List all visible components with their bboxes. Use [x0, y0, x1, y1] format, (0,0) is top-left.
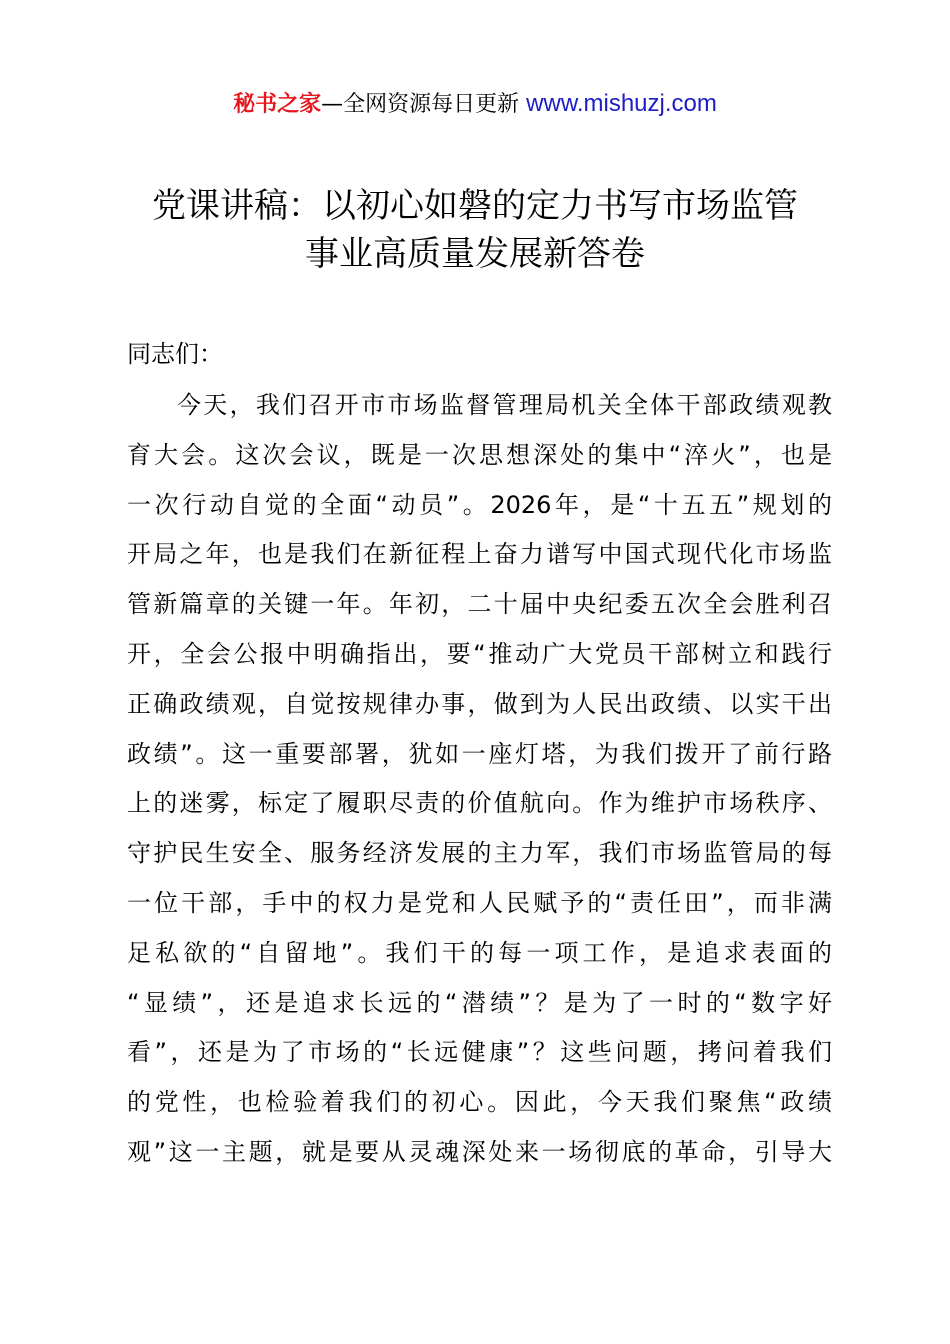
body-line: 一次行动自觉的全面“动员”。2026年，是“十五五”规划的 [127, 490, 832, 519]
body-line: 开，全会公报中明确指出，要“推动广大党员干部树立和践行 [127, 639, 832, 668]
title-line-1: 党课讲稿：以初心如磐的定力书写市场监管 [152, 186, 798, 226]
document-title [0, 182, 950, 278]
body-line: 上的迷雾，标定了履职尽责的价值航向。作为维护市场秩序、 [127, 789, 832, 818]
body-line: 足私欲的“自留地”。我们干的每一项工作，是追求表面的 [127, 938, 832, 967]
body-line: 开局之年，也是我们在新征程上奋力谱写中国式现代化市场监 [127, 540, 832, 569]
body-line: 守护民生安全、服务经济发展的主力军，我们市场监管局的每 [127, 839, 832, 868]
title-line-2: 事业高质量发展新答卷 [305, 234, 645, 274]
site-header [0, 88, 950, 121]
body-line: 育大会。这次会议，既是一次思想深处的集中“淬火”，也是 [127, 440, 832, 469]
body-line: 观”这一主题，就是要从灵魂深处来一场彻底的革命，引导大 [127, 1137, 832, 1166]
brand-name: 秘书之家 [233, 92, 322, 117]
body-line: 正确政绩观，自觉按规律办事，做到为人民出政绩、以实干出 [127, 689, 832, 718]
body-paragraph [127, 389, 832, 1186]
header-tagline: —全网资源每日更新 [321, 92, 527, 117]
body-line: 一位干部，手中的权力是党和人民赋予的“责任田”，而非满 [127, 888, 832, 917]
body-line: 管新篇章的关键一年。年初，二十届中央纪委五次全会胜利召 [127, 590, 832, 619]
body-line: 今天，我们召开市市场监督管理局机关全体干部政绩观教 [177, 391, 832, 419]
body-line: 的党性，也检验着我们的初心。因此，今天我们聚焦“政绩 [127, 1088, 832, 1117]
site-url-link[interactable]: www.mishuzj.com [526, 90, 717, 117]
body-line: “显绩”，还是追求长远的“潜绩”？是为了一时的“数字好 [127, 988, 832, 1017]
body-line: 看”，还是为了市场的“长远健康”？这些问题，拷问着我们 [127, 1038, 832, 1067]
body-line: 政绩”。这一重要部署，犹如一座灯塔，为我们拨开了前行路 [127, 739, 832, 768]
salutation: 同志们： [127, 340, 223, 368]
